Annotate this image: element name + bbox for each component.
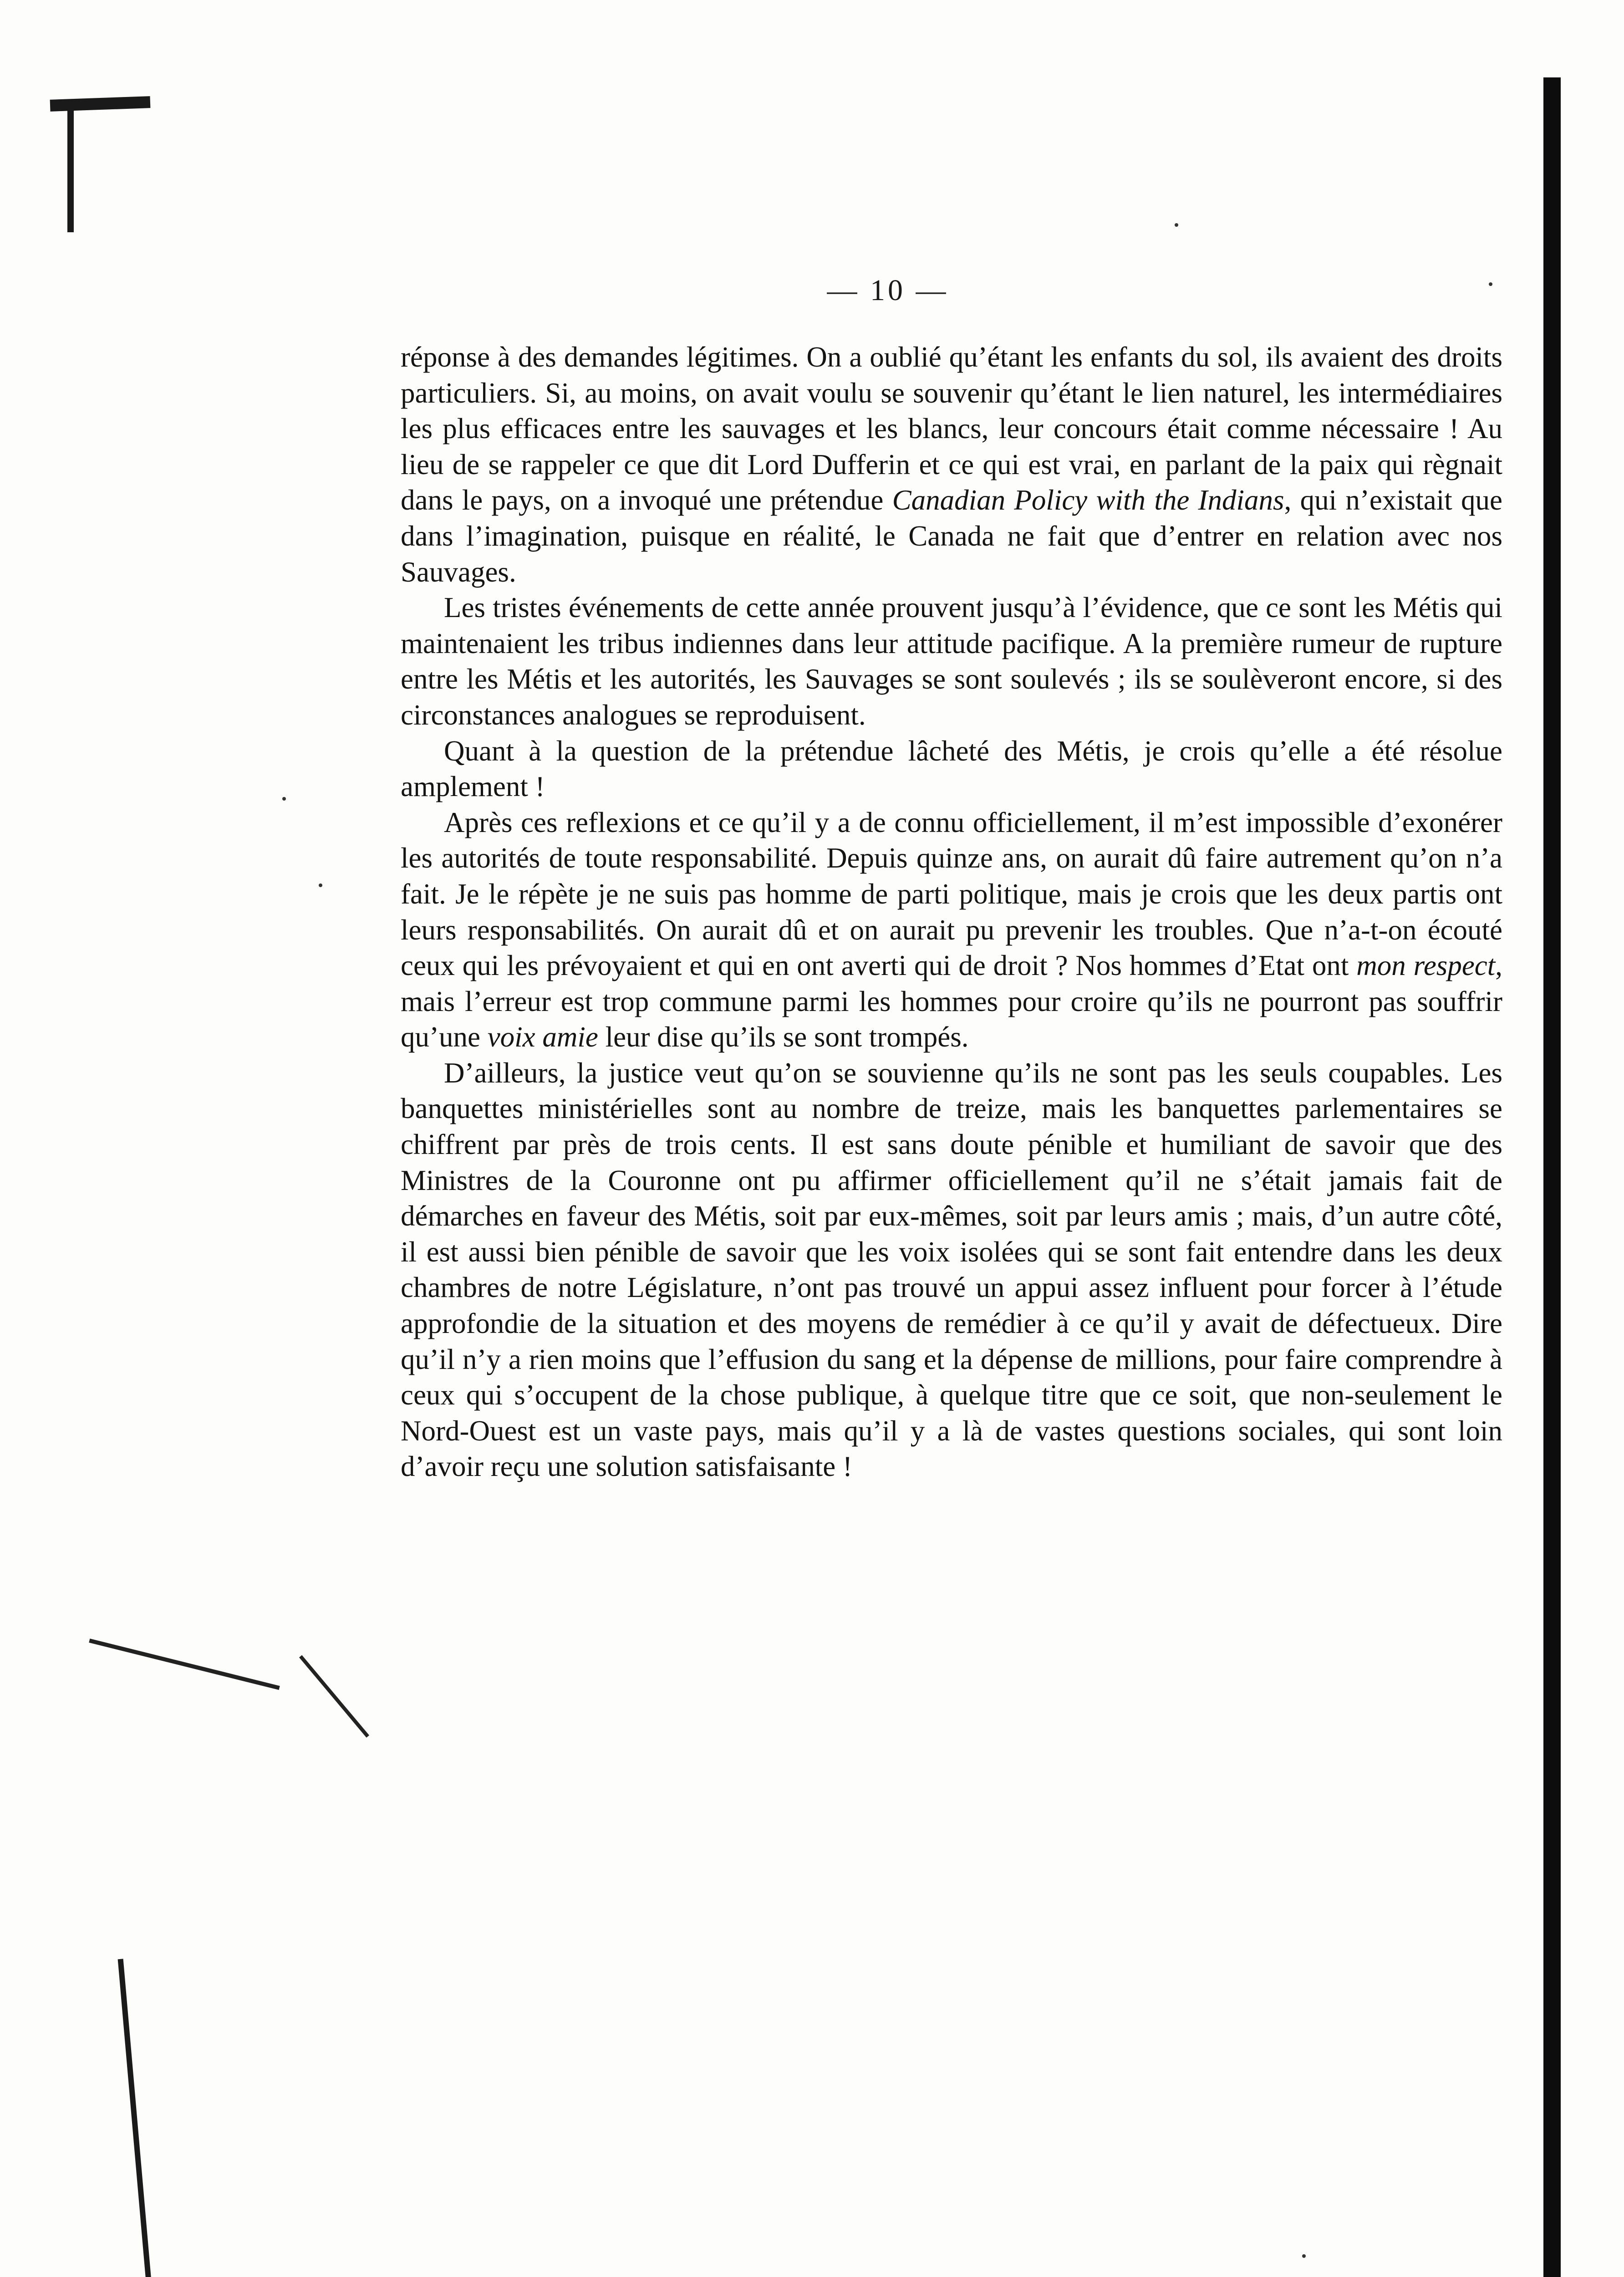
- scan-speck: [1175, 223, 1178, 227]
- paragraph-text: D’ailleurs, la justice veut qu’on se souvienne qu’ils ne sont pas les seuls coupables. Les banquettes ministérielles sont au nombre de treize, mais les banquettes parlementaires se chiffrent par près de trois cents. Il est sans doute pénible et humiliant de savoir que des Ministres de la Couronne ont pu affirmer officiellement qu’il ne s’était jamais fait de démarches en faveur des Métis, soit par eux-mêmes, soit par leurs amis ; mais, d’un autre côté, il est aussi bien pénible de savoir que les voix isolées qui se sont fait entendre dans les deux chambres de notre Législature, n’ont pas trouvé un appui assez influent pour forcer à l’étude approfondie de la situation et des moyens de remédier à ce qu’il y avait de défectueux. Dire qu’il n’y a rien moins que l’effusion du sang et la dépense de millions, pour faire comprendre à ceux qui s’occupent de la chose publique, à quelque titre que ce soit, que non-seulement le Nord-Ouest est un vaste pays, mais qu’il y a là de vastes questions sociales, qui sont loin d’avoir reçu une solution satisfaisante !: [401, 1057, 1502, 1483]
- italic-text: mon respect: [1356, 950, 1496, 982]
- scan-edge-left: [67, 105, 74, 232]
- paragraph: [401, 339, 1502, 590]
- scan-speck: [1489, 282, 1492, 286]
- page-number: — 10 —: [827, 274, 949, 307]
- body-text: [401, 339, 1502, 1485]
- paragraph-text: réponse à des demandes légitimes. On a oublié qu’étant les enfants du sol, ils avaient des droits particuliers. Si, au moins, on avait voulu se souvenir qu’étant le lien naturel, les intermédiaires les plus efficaces entre les sauvages et les blancs, leur concours était comme nécessaire ! Au lieu de se rappeler ce que dit Lord Dufferin et ce qui est vrai, en parlant de la paix qui règnait dans le pays, on a invoqué une prétendue: [401, 341, 1502, 516]
- italic-text: Canadian Policy with the Indians: [892, 484, 1284, 516]
- scan-speck: [319, 883, 322, 887]
- scan-edge-top: [50, 96, 151, 112]
- paragraph-text: , mais l’erreur est trop commune parmi les hommes pour croire qu’ils ne pourront pas souffrir qu’une: [401, 950, 1503, 1053]
- scan-streak-bottom-left: [118, 1959, 161, 2277]
- paragraph: [401, 1055, 1502, 1485]
- scan-mark-left-stroke: [299, 1655, 369, 1737]
- scan-edge-right: [1543, 77, 1561, 2277]
- scan-speck: [1302, 2254, 1306, 2258]
- italic-text: voix amie: [487, 1021, 598, 1053]
- paragraph-text: Après ces reflexions et ce qu’il y a de connu officiellement, il m’est impossible d’exonérer les autorités de toute responsabilité. Depuis quinze ans, on aurait dû faire autrement qu’on n’a fait. Je le répète je ne suis pas homme de parti politique, mais je crois que les deux partis ont leurs responsabilités. On aurait dû et on aurait pu prevenir les troubles. Que n’a-t-on écouté ceux qui les prévoyaient et qui en ont averti qui de droit ? Nos hommes d’Etat ont: [401, 806, 1502, 982]
- paragraph-text: leur dise qu’ils se sont trompés.: [598, 1021, 969, 1053]
- scan-mark-left-middle: [89, 1639, 280, 1690]
- paragraph-text: Quant à la question de la prétendue lâcheté des Métis, je crois qu’elle a été résolue amplement !: [401, 735, 1502, 803]
- paragraph: [401, 590, 1502, 733]
- paragraph: [401, 733, 1502, 805]
- paragraph-text: , qui n’existait que dans l’imagination, puisque en réalité, le Canada ne fait que d’entrer en relation avec nos Sauvages.: [401, 484, 1503, 588]
- paragraph-text: Les tristes événements de cette année prouvent jusqu’à l’évidence, que ce sont les Métis qui maintenaient les tribus indiennes dans leur attitude pacifique. A la première rumeur de rupture entre les Métis et les autorités, les Sauvages se sont soulevés ; ils se soulèveront encore, si des circonstances analogues se reproduisent.: [401, 592, 1502, 731]
- scan-speck: [282, 797, 286, 801]
- paragraph: [401, 805, 1502, 1055]
